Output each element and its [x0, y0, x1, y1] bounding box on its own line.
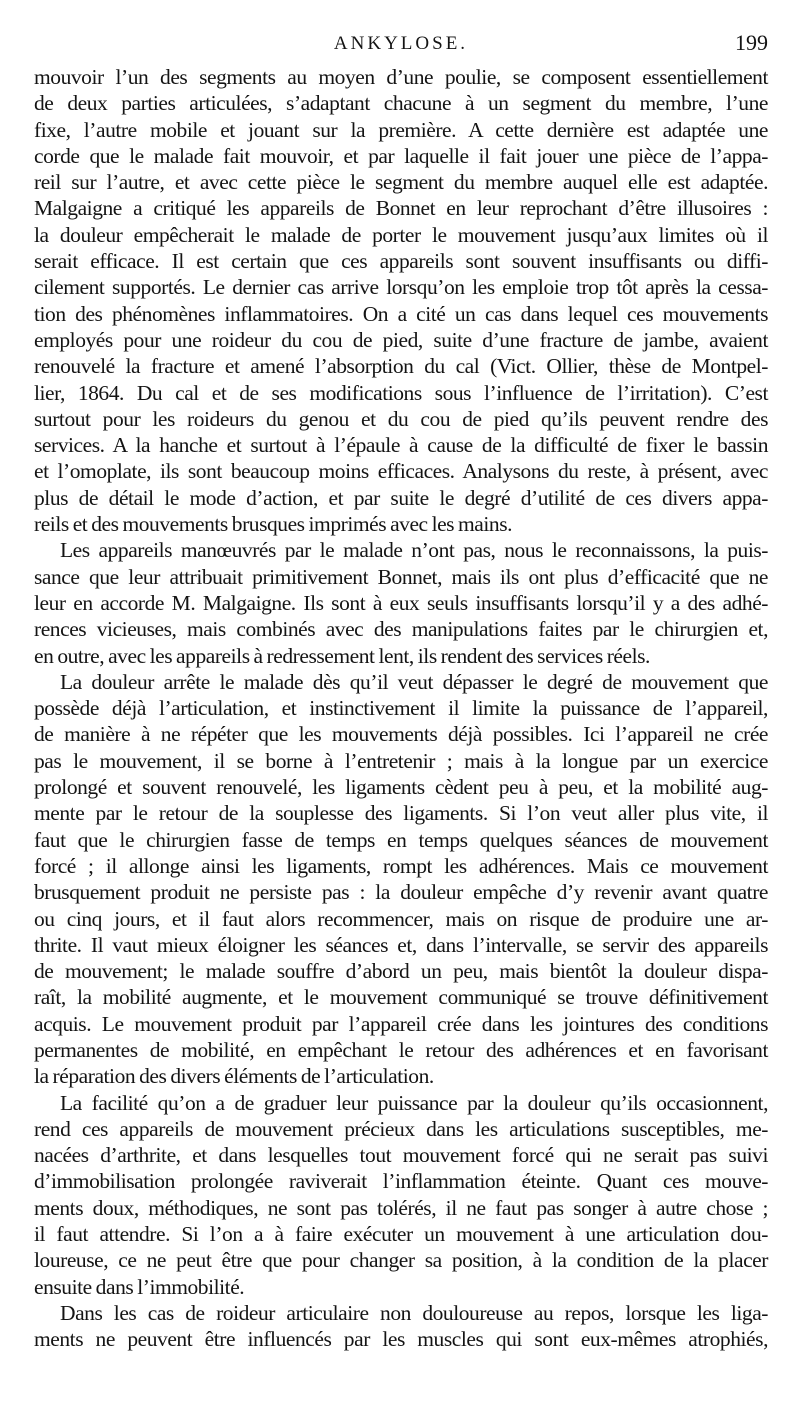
- text-line: brusquement produit ne persiste pas : la douleur empêche d’y revenir avant quatre: [34, 880, 768, 905]
- text-line: faut que le chirurgien fasse de temps en temps quelques séances de mouvement: [34, 827, 768, 852]
- text-line: reils et des mouvements brusques imprimés avec les mains.: [34, 512, 513, 537]
- text-line: reil sur l’autre, et avec cette pièce le segment du membre auquel elle est adaptée.: [34, 170, 768, 195]
- text-line: tion des phénomènes inflammatoires. On a cité un cas dans lequel ces mouvements: [34, 301, 768, 326]
- body-text: [34, 64, 768, 1353]
- text-line: prolongé et souvent renouvelé, les ligaments cèdent peu à peu, et la mobilité aug-: [34, 775, 768, 800]
- text-line: possède déjà l’articulation, et instinctivement il limite la puissance de l’appareil,: [34, 696, 768, 721]
- text-line: ments doux, méthodiques, ne sont pas tolérés, il ne faut pas songer à autre chose ;: [34, 1195, 768, 1220]
- text-line: Les appareils manœuvrés par le malade n’ont pas, nous le reconnaissons, la puis-: [60, 538, 768, 563]
- text-line: de mouvement; le malade souffre d’abord un peu, mais bientôt la douleur dispa-: [34, 959, 768, 984]
- text-line: loureuse, ce ne peut être que pour changer sa position, à la condition de la placer: [34, 1248, 768, 1273]
- text-line: permanentes de mobilité, en empêchant le retour des adhérences et en favorisant: [34, 1037, 768, 1062]
- text-line: de manière à ne répéter que les mouvements déjà possibles. Ici l’appareil ne crée: [34, 722, 768, 747]
- text-line: Dans les cas de roideur articulaire non douloureuse au repos, lorsque les liga-: [60, 1300, 768, 1325]
- text-line: plus de détail le mode d’action, et par suite le degré d’utilité de ces divers appa-: [34, 485, 768, 510]
- text-line: surtout pour les roideurs du genou et du cou de pied qu’ils peuvent rendre des: [34, 406, 768, 431]
- text-line: ou cinq jours, et il faut alors recommencer, mais on risque de produire une ar-: [34, 906, 768, 931]
- text-line: renouvelé la fracture et amené l’absorption du cal (Vict. Ollier, thèse de Montpel-: [34, 354, 768, 379]
- page-number: 199: [735, 30, 768, 55]
- text-line: Malgaigne a critiqué les appareils de Bonnet en leur reprochant d’être illusoires :: [34, 196, 768, 221]
- text-line: La douleur arrête le malade dès qu’il veut dépasser le degré de mouvement que: [60, 669, 768, 694]
- text-line: pas le mouvement, il se borne à l’entretenir ; mais à la longue par un exercice: [34, 748, 768, 773]
- text-line: raît, la mobilité augmente, et le mouvement communiqué se trouve définitivement: [34, 985, 768, 1010]
- text-line: mouvoir l’un des segments au moyen d’une poulie, se composent essentiellement: [34, 65, 768, 89]
- text-line: et l’omoplate, ils sont beaucoup moins efficaces. Analysons du reste, à présent, avec: [34, 459, 768, 484]
- text-line: de deux parties articulées, s’adaptant chacune à un segment du membre, l’une: [34, 91, 768, 116]
- text-line: il faut attendre. Si l’on a à faire exécuter un mouvement à une articulation dou-: [34, 1222, 768, 1247]
- text-line: corde que le malade fait mouvoir, et par laquelle il fait jouer une pièce de l’appa-: [34, 143, 768, 168]
- text-line: ensuite dans l’immobilité.: [34, 1274, 245, 1299]
- text-line: en outre, avec les appareils à redressement lent, ils rendent des services réels.: [34, 643, 650, 668]
- text-line: employés pour une roideur du cou de pied, suite d’une fracture de jambe, avaient: [34, 327, 768, 352]
- text-line: services. A la hanche et surtout à l’épaule à cause de la difficulté de fixer le bassin: [34, 433, 768, 458]
- text-line: cilement supportés. Le dernier cas arrive lorsqu’on les emploie trop tôt après la cessa-: [34, 275, 768, 300]
- text-line: leur en accorde M. Malgaigne. Ils sont à eux seuls insuffisants lorsqu’il y a des adhé-: [34, 590, 768, 615]
- text-line: fixe, l’autre mobile et jouant sur la première. A cette dernière est adaptée une: [34, 117, 768, 142]
- text-line: lier, 1864. Du cal et de ses modifications sous l’influence de l’irritation). C’est: [34, 380, 768, 405]
- text-line: nacées d’arthrite, et dans lesquelles tout mouvement forcé qui ne serait pas suivi: [34, 1143, 768, 1168]
- text-line: La facilité qu’on a de graduer leur puissance par la douleur qu’ils occasionnent,: [60, 1090, 768, 1115]
- text-line: thrite. Il vaut mieux éloigner les séances et, dans l’intervalle, se servir des appareils: [34, 932, 768, 957]
- text-line: rences vicieuses, mais combinés avec des manipulations faites par le chirurgien et,: [34, 617, 768, 642]
- text-line: la réparation des divers éléments de l’articulation.: [34, 1064, 434, 1089]
- text-line: acquis. Le mouvement produit par l’appareil crée dans les jointures des conditions: [34, 1011, 768, 1036]
- running-head: ANKYLOSE.: [333, 33, 469, 54]
- text-line: serait efficace. Il est certain que ces appareils sont souvent insuffisants ou diffi-: [34, 249, 768, 274]
- text-line: forcé ; il allonge ainsi les ligaments, rompt les adhérences. Mais ce mouvement: [34, 853, 768, 878]
- text-line: mente par le retour de la souplesse des ligaments. Si l’on veut aller plus vite, il: [34, 801, 768, 826]
- page-header: [34, 30, 768, 58]
- text-line: la douleur empêcherait le malade de porter le mouvement jusqu’aux limites où il: [34, 222, 768, 247]
- text-line: rend ces appareils de mouvement précieux dans les articulations susceptibles, me-: [34, 1116, 768, 1141]
- text-line: sance que leur attribuait primitivement Bonnet, mais ils ont plus d’efficacité que ne: [34, 564, 768, 589]
- text-line: ments ne peuvent être influencés par les muscles qui sont eux-mêmes atrophiés,: [34, 1327, 768, 1352]
- text-line: d’immobilisation prolongée raviverait l’inflammation éteinte. Quant ces mouve-: [34, 1169, 768, 1194]
